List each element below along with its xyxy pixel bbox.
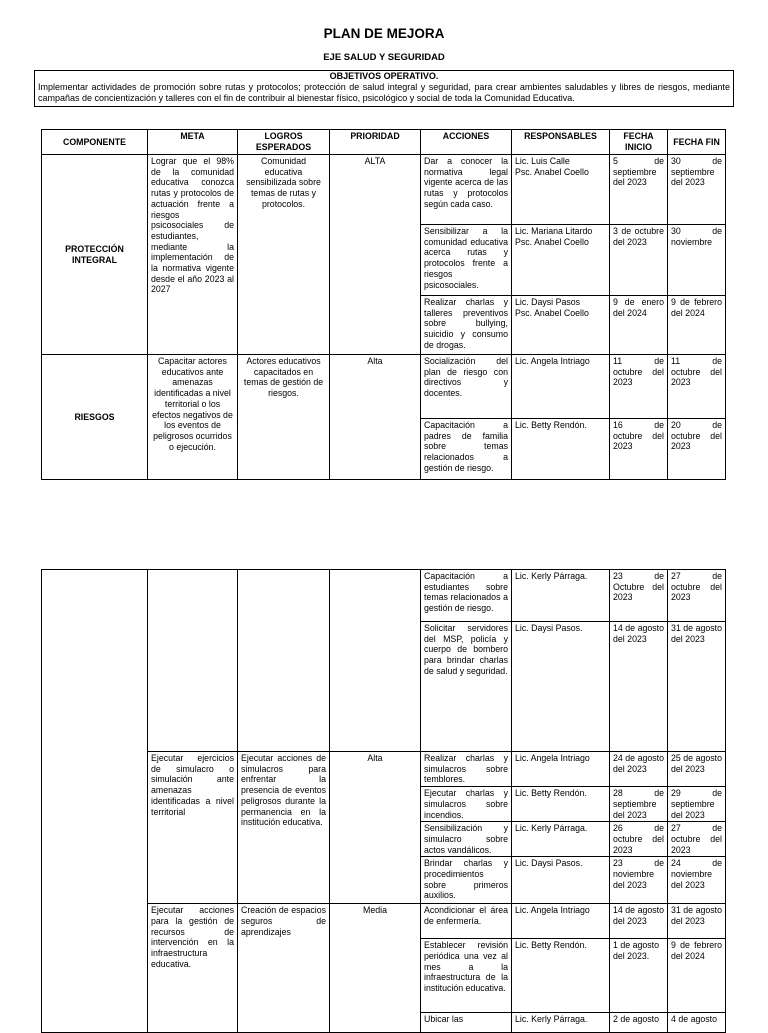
logros-cell: Creación de espacios seguros de aprendizajes — [238, 904, 330, 1033]
componente-cell: RIESGOS — [42, 355, 148, 480]
col-header-meta: META — [148, 130, 238, 155]
fecha-inicio-cell: 23 de noviembre del 2023 — [610, 857, 668, 904]
accion-cell: Acondicionar el área de enfermería. — [421, 904, 512, 939]
accion-cell: Capacitación a estudiantes sobre temas relacionados a gestión de riesgo. — [421, 570, 512, 622]
document-title: PLAN DE MEJORA — [323, 26, 445, 41]
fecha-inicio-cell: 11 de octubre del 2023 — [610, 355, 668, 419]
logros-cell: Ejecutar acciones de simulacros para enfrentar la presencia de eventos peligrosos durante la permanencia en la institución educativa. — [238, 752, 330, 904]
prioridad-cell: Alta — [330, 752, 421, 904]
fecha-inicio-cell: 16 de octubre del 2023 — [610, 419, 668, 480]
prioridad-cell: ALTA — [330, 155, 421, 355]
col-header-responsables: RESPONSABLES — [512, 130, 610, 155]
meta-cell: Capacitar actores educativos ante amenazas identificadas a nivel territorial o los efectos negativos de los eventos de peligrosos ocurridos o ejecución. — [148, 355, 238, 480]
meta-cell: Ejecutar acciones para la gestión de recursos de intervención en la infraestructura educativa. — [148, 904, 238, 1033]
accion-cell: Brindar charlas y procedimientos sobre primeros auxilios. — [421, 857, 512, 904]
accion-cell: Realizar charlas y talleres preventivos sobre bullying, suicidio y consumo de drogas. — [421, 296, 512, 355]
fecha-fin-cell: 25 de agosto del 2023 — [668, 752, 726, 787]
col-header-acciones: ACCIONES — [421, 130, 512, 155]
fecha-inicio-cell: 14 de agosto del 2023 — [610, 622, 668, 752]
fecha-fin-cell: 9 de febrero del 2024 — [668, 296, 726, 355]
fecha-inicio-cell: 14 de agosto del 2023 — [610, 904, 668, 939]
accion-cell: Sensibilización y simulacro sobre actos vandálicos. — [421, 822, 512, 857]
fecha-fin-cell: 31 de agosto del 2023 — [668, 622, 726, 752]
prioridad-cell: Media — [330, 904, 421, 1033]
responsables-cell: Lic. Kerly Párraga. — [512, 822, 610, 857]
accion-cell: Solicitar servidores del MSP, policía y cuerpo de bombero para brindar charlas de salud y seguridad. — [421, 622, 512, 752]
fecha-fin-cell: 4 de agosto — [668, 1013, 726, 1033]
table-row — [42, 570, 726, 622]
meta-cell — [148, 570, 238, 752]
objective-text: Implementar actividades de promoción sobre rutas y protocolos; protección de salud integral y seguridad, para crear ambientes saludables y libres de riesgos, mediante campañas de concientización y talleres con el fin de contribuir al bienestar físico, psicológico y social de toda la Comunidad Educativa. — [38, 82, 730, 103]
fecha-inicio-cell: 2 de agosto — [610, 1013, 668, 1033]
col-header-prioridad: PRIORIDAD — [330, 130, 421, 155]
fecha-fin-cell: 9 de febrero del 2024 — [668, 939, 726, 1013]
accion-cell: Establecer revisión periódica una vez al mes a la infraestructura de la institución educativa. — [421, 939, 512, 1013]
col-header-fecha-fin: FECHA FIN — [668, 130, 726, 155]
accion-cell: Capacitación a padres de familia sobre temas relacionados a gestión de riesgo. — [421, 419, 512, 480]
accion-cell: Sensibilizar a la comunidad educativa acerca rutas y protocolos frente a riesgos psicosociales. — [421, 225, 512, 296]
responsables-cell: Lic. Angela Intriago — [512, 355, 610, 419]
fecha-fin-cell: 31 de agosto del 2023 — [668, 904, 726, 939]
fecha-fin-cell: 27 de octubre del 2023 — [668, 822, 726, 857]
prioridad-cell — [330, 570, 421, 752]
fecha-fin-cell: 30 de septiembre del 2023 — [668, 155, 726, 225]
accion-cell: Ubicar las — [421, 1013, 512, 1033]
col-header-logros: LOGROS ESPERADOS — [238, 130, 330, 155]
fecha-fin-cell: 27 de octubre del 2023 — [668, 570, 726, 622]
document-subtitle: EJE SALUD Y SEGURIDAD — [323, 52, 445, 63]
fecha-inicio-cell: 9 de enero del 2024 — [610, 296, 668, 355]
fecha-inicio-cell: 24 de agosto del 2023 — [610, 752, 668, 787]
prioridad-cell: Alta — [330, 355, 421, 480]
responsables-cell: Lic. Betty Rendón. — [512, 787, 610, 822]
responsables-cell: Lic. Mariana Litardo Psc. Anabel Coello — [512, 225, 610, 296]
fecha-inicio-cell: 26 de octubre del 2023 — [610, 822, 668, 857]
plan-table-page2 — [41, 569, 726, 1033]
accion-cell: Dar a conocer la normativa legal vigente acerca de las rutas y protocolos según cada caso. — [421, 155, 512, 225]
responsables-cell: Lic. Luis Calle Psc. Anabel Coello — [512, 155, 610, 225]
table-row — [42, 355, 726, 419]
responsables-cell: Lic. Kerly Párraga. — [512, 570, 610, 622]
objective-box — [34, 70, 734, 107]
responsables-cell: Lic. Angela Intriago — [512, 904, 610, 939]
fecha-inicio-cell: 5 de septiembre del 2023 — [610, 155, 668, 225]
col-header-fecha-inicio: FECHA INICIO — [610, 130, 668, 155]
meta-cell: Ejecutar ejercicios de simulacro o simulación ante amenazas identificadas a nivel territorial — [148, 752, 238, 904]
accion-cell: Ejecutar charlas y simulacros sobre incendios. — [421, 787, 512, 822]
accion-cell: Realizar charlas y simulacros sobre temblores. — [421, 752, 512, 787]
responsables-cell: Lic. Daysi Pasos. — [512, 622, 610, 752]
fecha-fin-cell: 20 de octubre del 2023 — [668, 419, 726, 480]
responsables-cell: Lic. Angela Intriago — [512, 752, 610, 787]
componente-cell — [42, 570, 148, 1033]
componente-cell: PROTECCIÓN INTEGRAL — [42, 155, 148, 355]
meta-cell: Lograr que el 98% de la comunidad educativa conozca rutas y protocolos de actuación frente a riesgos psicosociales de estudiantes, mediante la implementación de la normativa vigente desde el año 2023 al 2027 — [148, 155, 238, 355]
objective-title: OBJETIVOS OPERATIVO. — [329, 71, 439, 81]
fecha-inicio-cell: 3 de octubre del 2023 — [610, 225, 668, 296]
logros-cell: Actores educativos capacitados en temas de gestión de riesgos. — [238, 355, 330, 480]
fecha-fin-cell: 24 de noviembre del 2023 — [668, 857, 726, 904]
fecha-inicio-cell: 1 de agosto del 2023. — [610, 939, 668, 1013]
responsables-cell: Lic. Daysi Pasos. — [512, 857, 610, 904]
responsables-cell: Lic. Daysi Pasos Psc. Anabel Coello — [512, 296, 610, 355]
fecha-fin-cell: 29 de septiembre del 2023 — [668, 787, 726, 822]
col-header-componente: COMPONENTE — [42, 130, 148, 155]
responsables-cell: Lic. Betty Rendón. — [512, 419, 610, 480]
table-header-row — [42, 130, 726, 155]
fecha-inicio-cell: 23 de Octubre del 2023 — [610, 570, 668, 622]
fecha-fin-cell: 30 de noviembre — [668, 225, 726, 296]
logros-cell: Comunidad educativa sensibilizada sobre temas de rutas y protocolos. — [238, 155, 330, 355]
accion-cell: Socialización del plan de riesgo con directivos y docentes. — [421, 355, 512, 419]
fecha-fin-cell: 11 de octubre del 2023 — [668, 355, 726, 419]
logros-cell — [238, 570, 330, 752]
table-row — [42, 155, 726, 225]
fecha-inicio-cell: 28 de septiembre del 2023 — [610, 787, 668, 822]
responsables-cell: Lic. Betty Rendón. — [512, 939, 610, 1013]
responsables-cell: Lic. Kerly Párraga. — [512, 1013, 610, 1033]
plan-table-page1 — [41, 129, 726, 480]
